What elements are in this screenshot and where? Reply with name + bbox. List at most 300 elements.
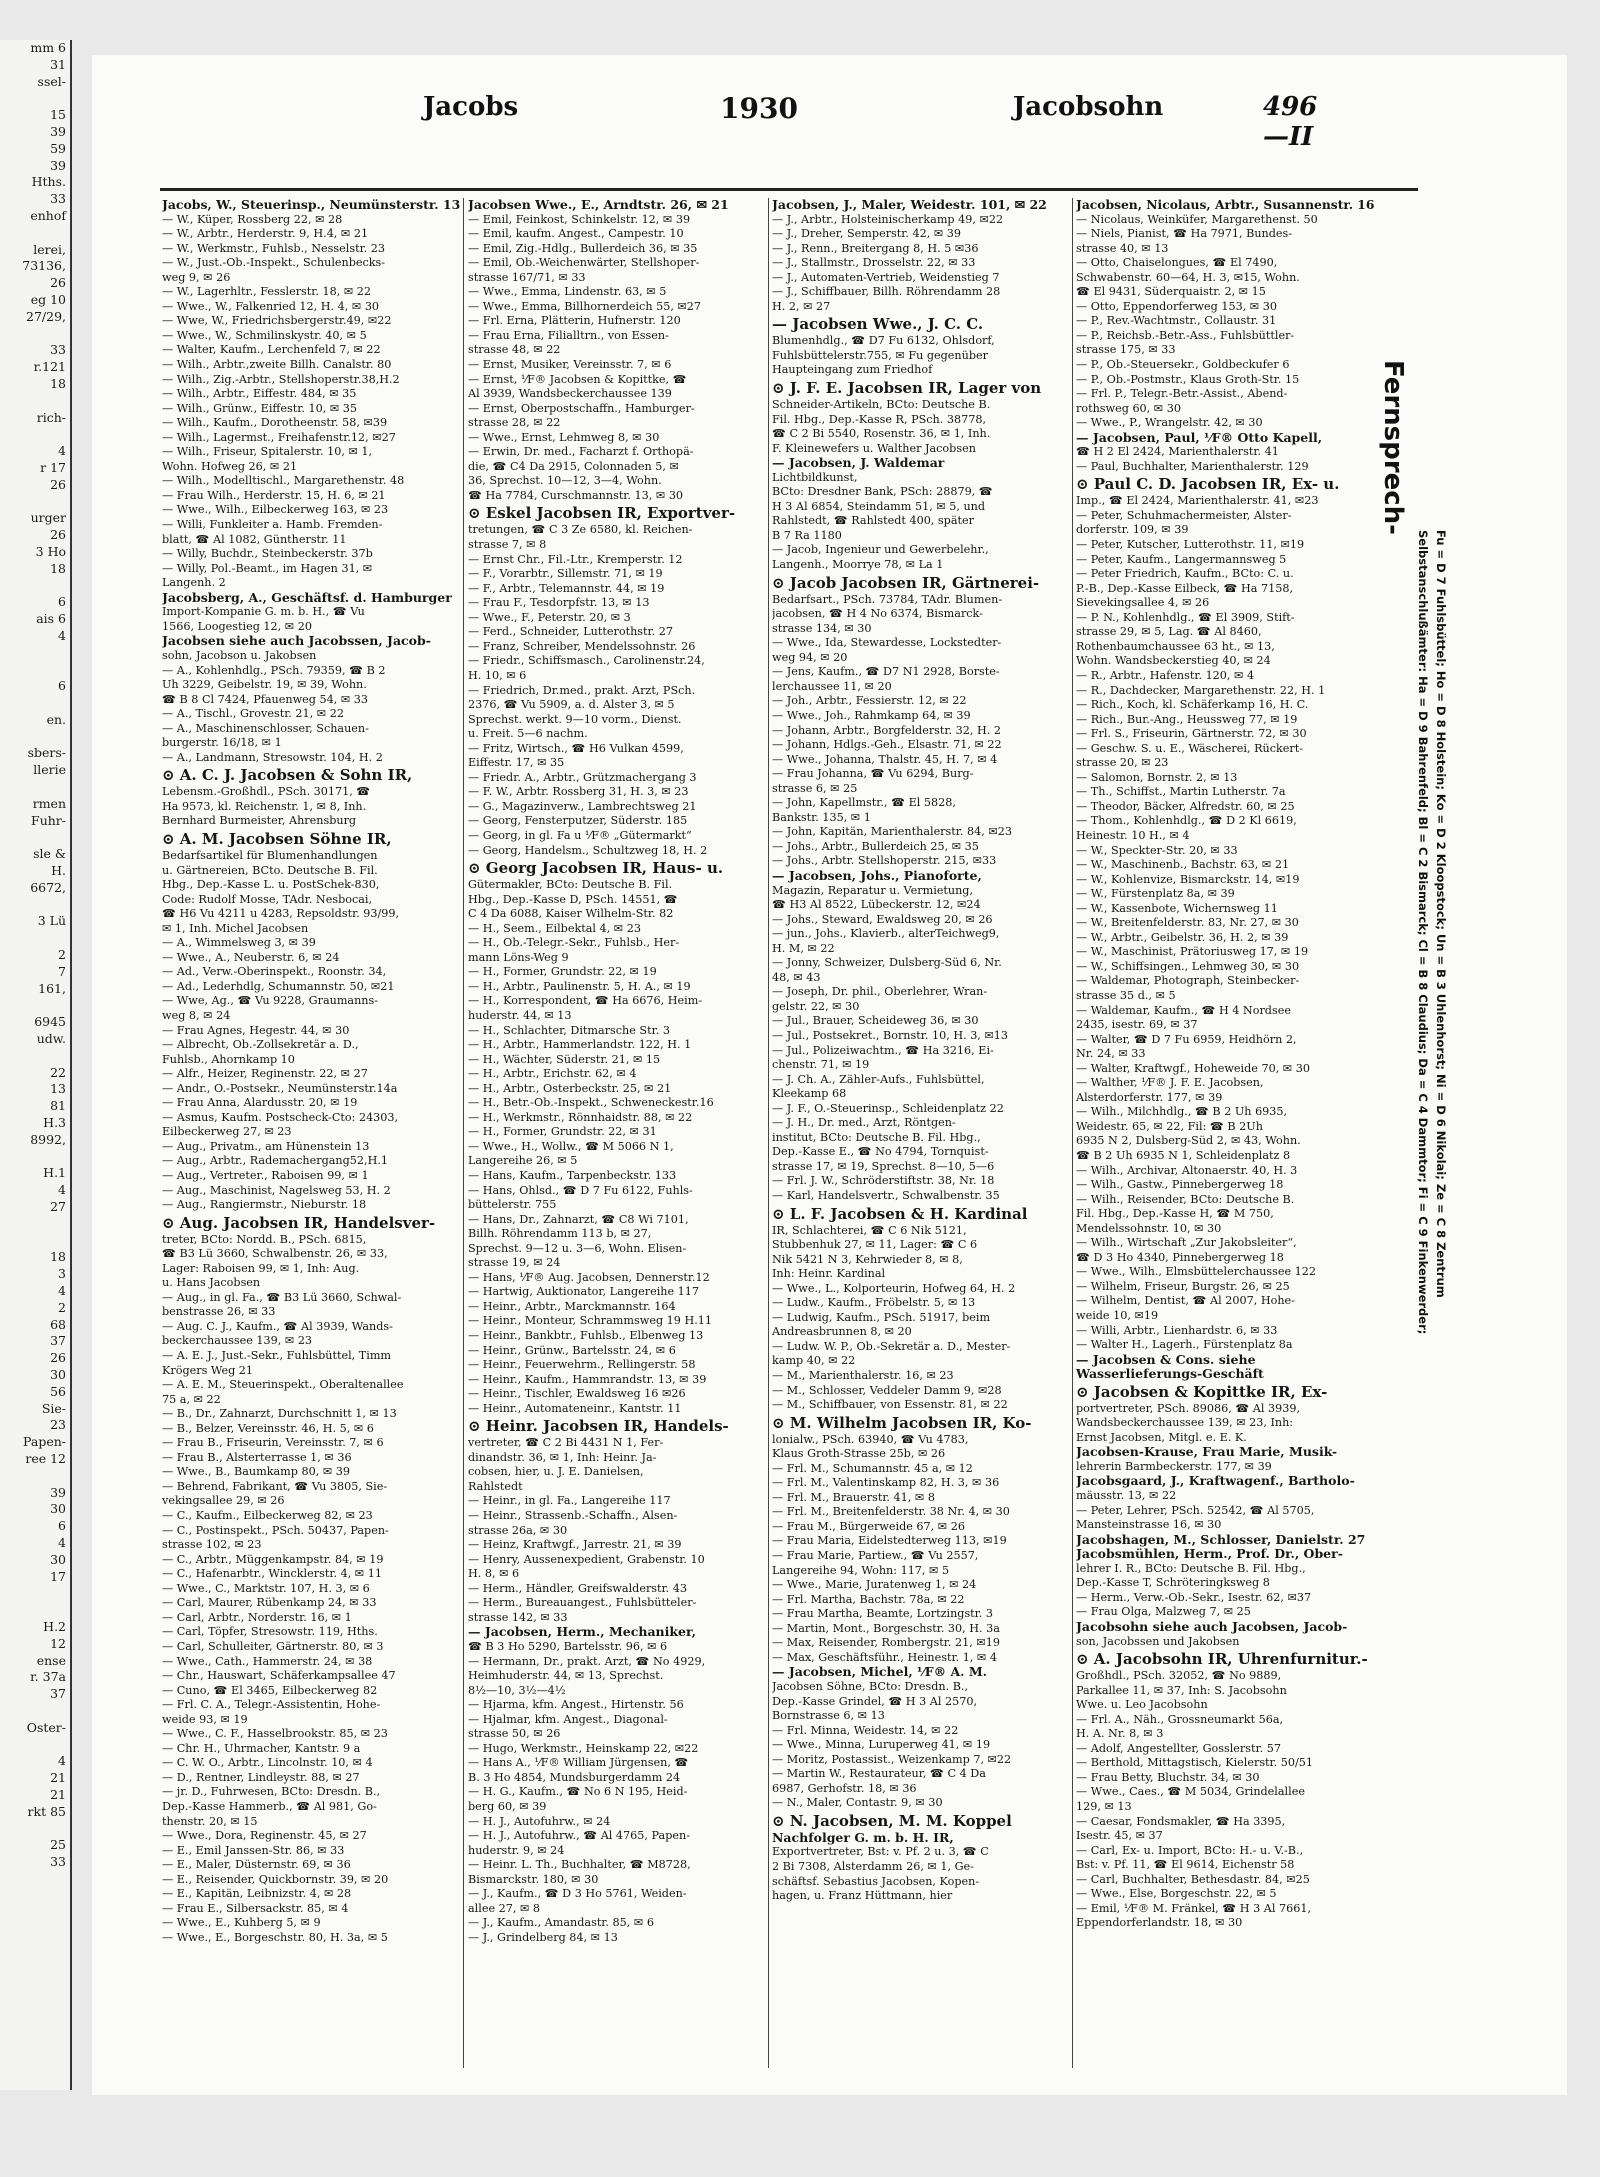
facing-page-fragment: r.121: [33, 359, 66, 375]
facing-page-fragment: H.1: [43, 1165, 66, 1181]
directory-entry: — Rich., Koch, kl. Schäferkamp 16, H. C.: [1076, 698, 1309, 712]
directory-entry: — Heinr., Bankbtr., Fuhlsb., Elbenweg 13: [468, 1329, 704, 1343]
directory-entry: — W., Speckter-Str. 20, ✉ 33: [1076, 843, 1238, 857]
directory-entry: — Wwe., F., Peterstr. 20, ✉ 3: [468, 610, 631, 624]
directory-entry: — Wilh., Arbtr., Eiffestr. 484, ✉ 35: [162, 387, 357, 401]
facing-page-fragment: 33: [50, 1854, 66, 1870]
directory-entry: — Frl. Erna, Plätterin, Hufnerstr. 120: [468, 314, 681, 328]
directory-entry: — Joseph, Dr. phil., Oberlehrer, Wran-: [772, 985, 988, 999]
directory-entry: — Peter, Kaufm., Langermannsweg 5: [1076, 552, 1287, 566]
directory-entry: — Wilh., Modelltischl., Margarethenstr. 48: [162, 474, 405, 488]
directory-entry: — W., Schiffsingen., Lehmweg 30, ✉ 30: [1076, 959, 1300, 973]
directory-entry: chenstr. 71, ✉ 19: [772, 1058, 870, 1072]
directory-entry: — Wwe., C., Marktstr. 107, H. 3, ✉ 6: [162, 1581, 370, 1595]
directory-entry: — E., Maler, Düsternstr. 69, ✉ 36: [162, 1858, 351, 1872]
directory-entry: 48, ✉ 43: [772, 970, 821, 984]
directory-entry: Alsterdorferstr. 177, ✉ 39: [1076, 1090, 1223, 1104]
facing-page-fragment: 26: [50, 476, 66, 492]
directory-entry: ⊙ J. F. E. Jacobsen IR, Lager von: [772, 379, 1042, 398]
directory-entry: Nachfolger G. m. b. H. IR,: [772, 1829, 954, 1845]
directory-entry: — R., Arbtr., Hafenstr. 120, ✉ 4: [1076, 668, 1255, 682]
directory-entry: — Heinr., in gl. Fa., Langereihe 117: [468, 1494, 671, 1508]
margin-legend-line-1: Selbstanschlußämter: Ha = D 9 Bahrenfeld; Bl = C 2 Bismarck; Cl = B 8 Claudius; Da = C 4 Dammtor; Fi = C 9 Finkenwerder;: [1416, 530, 1430, 1335]
directory-entry: — Frau Olga, Malzweg 7, ✉ 25: [1076, 1605, 1251, 1619]
directory-entry: — Frl. M., Valentinskamp 82, H. 3, ✉ 36: [772, 1476, 1000, 1490]
facing-page-fragment: 18: [50, 1249, 66, 1265]
directory-entry: Fuhlsb., Ahornkamp 10: [162, 1052, 295, 1066]
directory-entry: ☎ B 3 Ho 5290, Bartelsstr. 96, ✉ 6: [468, 1639, 668, 1653]
directory-entry: Jacobsmühlen, Herm., Prof. Dr., Ober-: [1076, 1546, 1343, 1562]
facing-page-fragment: [0, 930, 66, 947]
directory-entry: — jun., Johs., Klavierb., alterTeichweg9,: [772, 927, 1000, 941]
directory-entry: — A., Maschinenschlosser, Schauen-: [162, 721, 369, 735]
directory-entry: — W., Fürstenplatz 8a, ✉ 39: [1076, 887, 1235, 901]
directory-entry: kamp 40, ✉ 22: [772, 1354, 856, 1368]
directory-entry: — Wwe., L., Kolporteurin, Hofweg 64, H. 2: [772, 1281, 1016, 1295]
directory-entry: — Caesar, Fondsmakler, ☎ Ha 3395,: [1076, 1814, 1286, 1828]
directory-entry: — G., Magazinverw., Lambrechtsweg 21: [468, 799, 697, 813]
directory-entry: — Frau B., Friseurin, Vereinsstr. 7, ✉ 6: [162, 1436, 384, 1450]
facing-page-fragment: [0, 645, 66, 662]
directory-entry: — Wilh., Zig.-Arbtr., Stellshoperstr.38,H.2: [162, 372, 400, 386]
directory-entry: — Carl, Schulleiter, Gärtnerstr. 80, ✉ 3: [162, 1639, 384, 1653]
directory-entry: — Hans, Ohlsd., ☎ D 7 Fu 6122, Fuhls-: [468, 1183, 693, 1197]
facing-page-fragment: [0, 1585, 66, 1602]
directory-entry: u. Gärtnereien, BCto. Deutsche B. Fil.: [162, 863, 378, 877]
facing-page-fragment: [0, 897, 66, 914]
directory-entry: — H., Wächter, Süderstr. 21, ✉ 15: [468, 1052, 661, 1066]
directory-entry: Klaus Groth-Strasse 25b, ✉ 26: [772, 1447, 946, 1461]
directory-entry: beckerchaussee 139, ✉ 23: [162, 1334, 313, 1348]
directory-entry: 8½—10, 3½—4½: [468, 1683, 566, 1697]
directory-entry: — Frl. P., Telegr.-Betr.-Assist., Abend-: [1076, 387, 1288, 401]
directory-entry: Lichtbildkunst,: [772, 470, 858, 484]
directory-entry: u. Freit. 5—6 nachm.: [468, 727, 588, 741]
directory-entry: ✉ 1, Inh. Michel Jacobsen: [162, 921, 309, 935]
directory-entry: — Frau Betty, Bluchstr. 34, ✉ 30: [1076, 1770, 1260, 1784]
directory-entry: — Jacobsen Wwe., J. C. C.: [772, 315, 984, 334]
directory-entry: — H. J., Autofuhrw., ✉ 24: [468, 1814, 611, 1828]
directory-entry: — Wwe., Else, Borgeschstr. 22, ✉ 5: [1076, 1887, 1277, 1901]
directory-entry: — W., Kassenbote, Wichernsweg 11: [1076, 901, 1278, 915]
column-divider: [768, 198, 769, 2068]
directory-entry: — J. H., Dr. med., Arzt, Röntgen-: [772, 1116, 956, 1130]
directory-entry: — H., Arbtr., Paulinenstr. 5, H. A., ✉ 19: [468, 979, 691, 993]
directory-entry: treter, BCto: Nordd. B., PSch. 6815,: [162, 1232, 367, 1246]
directory-entry: strasse 6, ✉ 25: [772, 781, 858, 795]
directory-entry: lerchaussee 11, ✉ 20: [772, 679, 892, 693]
facing-page-fragment: Papen-: [23, 1434, 66, 1450]
directory-entry: huderstr. 9, ✉ 24: [468, 1843, 565, 1857]
directory-entry: — Frau M., Bürgerweide 67, ✉ 26: [772, 1519, 965, 1533]
directory-entry: — C., Kaufm., Eilbeckerweg 82, ✉ 23: [162, 1509, 373, 1523]
directory-entry: hagen, u. Franz Hüttmann, hier: [772, 1889, 953, 1903]
facing-page-fragment: en.: [46, 711, 66, 727]
directory-entry: — M., Schiffbauer, von Essenstr. 81, ✉ 22: [772, 1398, 1008, 1412]
directory-entry: ⊙ Georg Jacobsen IR, Haus- u.: [468, 859, 724, 878]
directory-entry: — Andr., O.-Postsekr., Neumünsterstr.14a: [162, 1081, 398, 1095]
directory-entry: Bernhard Burmeister, Ahrensburg: [162, 814, 357, 828]
directory-entry: Lebensm.-Großhdl., PSch. 30171, ☎: [162, 785, 371, 799]
directory-entry: — A., Kohlenhdlg., PSch. 79359, ☎ B 2: [162, 663, 386, 677]
directory-entry: — H., Former, Grundstr. 22, ✉ 19: [468, 965, 657, 979]
directory-entry: — W., Arbtr., Herderstr. 9, H.4, ✉ 21: [162, 227, 369, 241]
directory-entry: ⊙ M. Wilhelm Jacobsen IR, Ko-: [772, 1413, 1032, 1432]
directory-entry: — W., Kohlenvize, Bismarckstr. 14, ✉19: [1076, 872, 1300, 886]
directory-entry: Nik 5421 N 3, Kehrwieder 8, ✉ 8,: [772, 1252, 963, 1266]
directory-entry: — F., Vorarbtr., Sillemstr. 71, ✉ 19: [468, 567, 663, 581]
directory-entry: — B., Belzer, Vereinsstr. 46, H. 5, ✉ 6: [162, 1421, 374, 1435]
directory-entry: Import-Kompanie G. m. b. H., ☎ Vu: [162, 605, 365, 619]
directory-entry: burgerstr. 16/18, ✉ 1: [162, 736, 282, 750]
directory-entry: — E., Emil Janssen-Str. 86, ✉ 33: [162, 1843, 345, 1857]
directory-entry: — Niels, Pianist, ☎ Ha 7971, Bundes-: [1076, 227, 1293, 241]
directory-entry: — Walther, ⅟F® J. F. E. Jacobsen,: [1076, 1076, 1264, 1090]
facing-page-fragment: 4: [58, 1534, 66, 1550]
directory-entry: Jacobsen, Nicolaus, Arbtr., Susannenstr. 16: [1076, 198, 1374, 212]
directory-entry: — P., Ob.-Steuersekr., Goldbeckufer 6: [1076, 358, 1290, 372]
directory-entry: schäftsf. Sebastius Jacobsen, Kopen-: [772, 1874, 980, 1888]
facing-page-fragment: lerei,: [33, 241, 66, 257]
facing-page-fragment: [0, 1216, 66, 1233]
directory-entry: — F. W., Arbtr. Rossberg 31, H. 3, ✉ 23: [468, 785, 689, 799]
directory-entry: Jacobsen Wwe., E., Arndtstr. 26, ✉ 21: [468, 198, 729, 212]
directory-entry: — Jacobsen, Paul, ⅟F® Otto Kapell,: [1076, 429, 1323, 445]
facing-page-fragment: Fuhr-: [31, 812, 66, 828]
directory-entry: — B., Dr., Zahnarzt, Durchschnitt 1, ✉ 13: [162, 1407, 397, 1421]
directory-entry: 2435, isestr. 69, ✉ 37: [1076, 1018, 1198, 1032]
facing-page-fragment: 17: [50, 1568, 66, 1584]
directory-entry: ⊙ L. F. Jacobsen & H. Kardinal: [772, 1204, 1028, 1223]
directory-entry: — Frau E., Silbersackstr. 85, ✉ 4: [162, 1901, 349, 1915]
directory-entry: ⊙ N. Jacobsen, M. M. Koppel: [772, 1811, 1012, 1830]
directory-entry: — Frau F., Tesdorpfstr. 13, ✉ 13: [468, 596, 650, 610]
directory-entry: — Wwe., W., Falkenried 12, H. 4, ✉ 30: [162, 299, 380, 313]
margin-legend-line-2: Fu = D 7 Fuhlsbüttel; Ho = D 8 Holstein; Ko = D 2 Kloopstock; Un = B 3 Uhlenhorst; Ni = D 6 Nikolai; Ze = C 8 Zentrum: [1434, 530, 1448, 1298]
facing-page-fragment: 2: [58, 947, 66, 963]
directory-entry: — Chr., Hauswart, Schäferkampsallee 47: [162, 1669, 396, 1683]
facing-page-fragment: Sie-: [41, 1400, 66, 1416]
directory-entry: — Ferd., Schneider, Lutterothstr. 27: [468, 625, 673, 639]
directory-entry: — Aug., Arbtr., Rademachergang52,H.1: [162, 1154, 388, 1168]
directory-entry: son, Jacobssen und Jakobsen: [1076, 1634, 1240, 1648]
facing-page-fragment: 3 Lü: [37, 913, 66, 929]
facing-page-fragment: 7: [58, 963, 66, 979]
directory-entry: ⊙ Jacobsen & Kopittke IR, Ex-: [1076, 1382, 1328, 1401]
directory-entry: — J. Ch. A., Zähler-Aufs., Fuhlsbüttel,: [772, 1072, 985, 1086]
facing-page-fragment: 6: [58, 594, 66, 610]
directory-entry: — J., Dreher, Semperstr. 42, ✉ 39: [772, 227, 962, 241]
facing-page-fragment: [0, 1149, 66, 1166]
directory-entry: strasse 7, ✉ 8: [468, 538, 547, 552]
directory-entry: Fil. Hbg., Dep.-Kasse H, ☎ M 750,: [1076, 1207, 1274, 1221]
directory-entry: — Jul., Postsekret., Bornstr. 10, H. 3, ✉13: [772, 1028, 1009, 1042]
directory-entry: — J., Stallmstr., Drosselstr. 22, ✉ 33: [772, 256, 976, 270]
directory-entry: — Walter, Kaufm., Lerchenfeld 7, ✉ 22: [162, 343, 381, 357]
directory-entry: Bornstrasse 6, ✉ 13: [772, 1709, 885, 1723]
directory-entry: Ernst Jacobsen, Mitgl. e. E. K.: [1076, 1430, 1247, 1444]
directory-entry: — Walter, Kraftwgf., Hoheweide 70, ✉ 30: [1076, 1061, 1310, 1075]
directory-entry: 6987, Gerhofstr. 18, ✉ 36: [772, 1781, 917, 1795]
directory-entry: Jacobsen Söhne, BCto: Dresdn. B.,: [772, 1679, 969, 1693]
directory-entry: vekingsallee 29, ✉ 26: [162, 1494, 285, 1508]
facing-page-fragment: [0, 729, 66, 746]
directory-entry: — Ernst, Oberpostschaffn., Hamburger-: [468, 401, 695, 415]
directory-entry: — Frl. M., Schumannstr. 45 a, ✉ 12: [772, 1461, 973, 1475]
facing-page-fragment: 26: [50, 1350, 66, 1366]
directory-entry: — Wwe., E., Borgeschstr. 80, H. 3a, ✉ 5: [162, 1930, 388, 1944]
facing-page-fragment: rich-: [36, 409, 66, 425]
directory-entry: Ha 9573, kl. Reichenstr. 1, ✉ 8, Inh.: [162, 799, 367, 813]
facing-page-fragment: 33: [50, 191, 66, 207]
directory-entry: 2 Bi 7308, Alsterdamm 26, ✉ 1, Ge-: [772, 1859, 974, 1873]
directory-entry: — Willy, Buchdr., Steinbeckerstr. 37b: [162, 547, 373, 561]
directory-entry: 36, Sprechst. 10—12, 3—4, Wohn.: [468, 474, 662, 488]
directory-entry: weide 93, ✉ 19: [162, 1712, 248, 1726]
facing-page-fragment: 39: [50, 1484, 66, 1500]
directory-entry: — W., Arbtr., Geibelstr. 36, H. 2, ✉ 39: [1076, 930, 1289, 944]
facing-page-fragment: [0, 1602, 66, 1619]
margin-heading: Fernsprech-: [1378, 360, 1408, 535]
directory-entry: 2376, ☎ Vu 5909, a. d. Alster 3, ✉ 5: [468, 698, 675, 712]
directory-entry: — Frl. J. W., Schröderstiftstr. 38, Nr. 18: [772, 1174, 995, 1188]
column-3: [772, 198, 1070, 2068]
directory-entry: — Otto, Eppendorferweg 153, ✉ 30: [1076, 299, 1277, 313]
directory-entry: Sprechst. werkt. 9—10 vorm., Dienst.: [468, 712, 682, 726]
directory-entry: Heimhuderstr. 44, ✉ 13, Sprechst.: [468, 1669, 664, 1683]
facing-page-fragment: rmen: [32, 795, 66, 811]
facing-page-edge: [0, 40, 72, 2090]
directory-entry: strasse 167/71, ✉ 33: [468, 270, 586, 284]
directory-entry: F. Kleinewefers u. Walther Jacobsen: [772, 441, 976, 455]
directory-entry: Langereihe 94, Wohn: 117, ✉ 5: [772, 1563, 950, 1577]
facing-page-fragment: 6: [58, 678, 66, 694]
directory-entry: — Willy, Pol.-Beamt., im Hagen 31, ✉: [162, 561, 373, 575]
directory-entry: — Johann, Hdlgs.-Geh., Elsastr. 71, ✉ 22: [772, 738, 1002, 752]
facing-page-fragment: 30: [50, 1501, 66, 1517]
directory-entry: — Joh., Arbtr., Fessierstr. 12, ✉ 22: [772, 694, 967, 708]
directory-entry: Jacobsen siehe auch Jacobssen, Jacob-: [162, 633, 431, 649]
facing-page-fragment: [0, 393, 66, 410]
directory-entry: ☎ El 9431, Süderquaistr. 2, ✉ 15: [1076, 285, 1266, 299]
directory-entry: lonialw., PSch. 63940, ☎ Vu 4783,: [772, 1432, 969, 1446]
directory-entry: — P. N., Kohlenhdlg., ☎ El 3909, Stift-: [1076, 610, 1295, 624]
directory-entry: — Jacob, Ingenieur und Gewerbelehr.,: [772, 543, 989, 557]
facing-page-fragment: ais 6: [36, 611, 66, 627]
directory-entry: — Behrend, Fabrikant, ☎ Vu 3805, Sie-: [162, 1479, 388, 1493]
directory-entry: ☎ D 3 Ho 4340, Pinnebergerweg 18: [1076, 1250, 1284, 1264]
directory-entry: Wasserlieferungs-Geschäft: [1076, 1366, 1264, 1382]
directory-entry: ☎ C 2 Bi 5540, Rosenstr. 36, ✉ 1, Inh.: [772, 427, 991, 441]
directory-entry: portvertreter, PSch. 89086, ☎ Al 3939,: [1076, 1401, 1301, 1415]
directory-entry: — Heinr., Arbtr., Marckmannstr. 164: [468, 1299, 676, 1313]
directory-entry: weg 8, ✉ 24: [162, 1008, 231, 1022]
directory-entry: — Waldemar, Photograph, Steinbecker-: [1076, 974, 1300, 988]
directory-entry: Fil. Hbg., Dep.-Kasse R, PSch. 38778,: [772, 412, 987, 426]
directory-entry: Jacobsen, J., Maler, Weidestr. 101, ✉ 22: [772, 198, 1047, 212]
directory-entry: — Wwe., C. F., Hasselbrookstr. 85, ✉ 23: [162, 1727, 388, 1741]
directory-entry: — Peter, Kutscher, Lutterothstr. 11, ✉19: [1076, 538, 1305, 552]
directory-entry: — Jacobsen, Michel, ⅟F® A. M.: [772, 1664, 988, 1680]
directory-entry: jacobsen, ☎ H 4 No 6374, Bismarck-: [772, 607, 983, 621]
directory-entry: — P., Rev.-Wachtmstr., Collaustr. 31: [1076, 314, 1277, 328]
directory-entry: Eppendorferlandstr. 18, ✉ 30: [1076, 1916, 1243, 1930]
directory-entry: — H., Korrespondent, ☎ Ha 6676, Heim-: [468, 994, 703, 1008]
directory-entry: mann Löns-Weg 9: [468, 950, 569, 964]
directory-entry: — D., Rentner, Lindleystr. 88, ✉ 27: [162, 1770, 360, 1784]
directory-entry: — Wilh., Reisender, BCto: Deutsche B.: [1076, 1192, 1295, 1206]
directory-entry: — Hans, Kaufm., Tarpenbeckstr. 133: [468, 1169, 677, 1182]
directory-entry: — Georg, Fensterputzer, Süderstr. 185: [468, 814, 688, 828]
directory-entry: Imp., ☎ El 2424, Marienthalerstr. 41, ✉23: [1076, 494, 1319, 508]
directory-entry: Jacobsberg, A., Geschäftsf. d. Hamburger: [162, 589, 452, 605]
directory-entry: Schneider-Artikeln, BCto: Deutsche B.: [772, 398, 991, 412]
facing-page-fragment: 21: [50, 1786, 66, 1802]
directory-entry: — E., Reisender, Quickbornstr. 39, ✉ 20: [162, 1872, 389, 1886]
directory-entry: — Heinr., Kaufm., Hammrandstr. 13, ✉ 39: [468, 1372, 707, 1386]
directory-entry: vertreter, ☎ C 2 Bi 4431 N 1, Fer-: [468, 1436, 664, 1450]
directory-entry: — Emil, Zig.-Hdlg., Bullerdeich 36, ✉ 35: [468, 241, 698, 255]
directory-entry: Dep.-Kasse Grindel, ☎ H 3 Al 2570,: [772, 1694, 978, 1708]
directory-entry: — Hjalmar, kfm. Angest., Diagonal-: [468, 1712, 668, 1726]
directory-entry: Dep.-Kasse T, Schröteringksweg 8: [1076, 1576, 1270, 1590]
directory-entry: — Waldemar, Kaufm., ☎ H 4 Nordsee: [1076, 1003, 1291, 1017]
directory-entry: Schwabenstr. 60—64, H. 3, ✉15, Wohn.: [1076, 270, 1300, 284]
directory-entry: strasse 102, ✉ 23: [162, 1538, 262, 1552]
directory-entry: — Frau B., Alsterterrasse 1, ✉ 36: [162, 1450, 352, 1464]
directory-entry: Jacobshagen, M., Schlosser, Danielstr. 27: [1076, 1531, 1366, 1547]
facing-page-fragment: 26: [50, 275, 66, 291]
directory-entry: — Peter, Lehrer, PSch. 52542, ☎ Al 5705,: [1076, 1503, 1315, 1517]
directory-entry: — N., Maler, Contastr. 9, ✉ 30: [772, 1796, 943, 1810]
directory-entry: — Wwe., Minna, Luruperweg 41, ✉ 19: [772, 1738, 991, 1752]
directory-entry: Al 3939, Wandsbeckerchaussee 139: [468, 387, 672, 401]
directory-entry: — Moritz, Postassist., Weizenkamp 7, ✉22: [772, 1752, 1012, 1766]
directory-entry: H. 10, ✉ 6: [468, 668, 527, 682]
directory-entry: 129, ✉ 13: [1076, 1799, 1132, 1813]
directory-entry: — H., Former, Grundstr. 22, ✉ 31: [468, 1125, 657, 1139]
facing-page-fragment: 39: [50, 123, 66, 139]
directory-entry: BCto: Dresdner Bank, PSch: 28879, ☎: [772, 485, 993, 499]
directory-entry: Langereihe 26, ✉ 5: [468, 1154, 578, 1168]
directory-entry: — Jens, Kaufm., ☎ D7 N1 2928, Borste-: [772, 665, 1000, 679]
directory-entry: — A., Wimmelsweg 3, ✉ 39: [162, 936, 316, 950]
directory-entry: benstrasse 26, ✉ 33: [162, 1305, 276, 1319]
directory-entry: Langenh. 2: [162, 576, 226, 590]
facing-page-fragment: 6672,: [30, 879, 66, 895]
directory-entry: — Wilh., Gastw., Pinnebergerweg 18: [1076, 1178, 1284, 1192]
directory-entry: ⊙ A. C. J. Jacobsen & Sohn IR,: [162, 766, 413, 785]
facing-page-fragment: [0, 695, 66, 712]
facing-page-fragment: 31: [50, 56, 66, 72]
directory-entry: Kleekamp 68: [772, 1087, 847, 1101]
directory-entry: — Friedrich, Dr.med., prakt. Arzt, PSch.: [468, 683, 696, 697]
directory-entry: — Asmus, Kaufm. Postscheck-Cto: 24303,: [162, 1110, 399, 1124]
directory-entry: — Emil, ⅟F® M. Fränkel, ☎ H 3 Al 7661,: [1076, 1901, 1312, 1915]
facing-page-fragment: [0, 326, 66, 343]
directory-entry: Andreasbrunnen 8, ✉ 20: [772, 1325, 912, 1339]
directory-entry: — Hans, ⅟F® Aug. Jacobsen, Dennerstr.12: [468, 1270, 710, 1284]
directory-entry: — Wwe., Caes., ☎ M 5034, Grindelallee: [1076, 1785, 1305, 1799]
directory-entry: — Heinr., Grünw., Bartelsstr. 24, ✉ 6: [468, 1343, 676, 1357]
directory-entry: ⊙ Jacob Jacobsen IR, Gärtnerei-: [772, 573, 1040, 592]
directory-entry: Großhdl., PSch. 32052, ☎ No 9889,: [1076, 1669, 1282, 1683]
facing-page-fragment: [0, 779, 66, 796]
facing-page-fragment: 15: [50, 107, 66, 123]
directory-entry: Magazin, Reparatur u. Vermietung,: [772, 883, 974, 897]
facing-page-fragment: Hths.: [31, 174, 66, 190]
facing-page-fragment: 22: [50, 1064, 66, 1080]
directory-entry: — Wilhelm, Dentist, ☎ Al 2007, Hohe-: [1076, 1294, 1295, 1308]
directory-entry: — Wwe., P., Wrangelstr. 42, ✉ 30: [1076, 416, 1263, 430]
directory-entry: — A. E. J., Just.-Sekr., Fuhlsbüttel, Timm: [162, 1349, 392, 1363]
directory-entry: mäusstr. 13, ✉ 22: [1076, 1489, 1177, 1503]
directory-entry: — Ludw., Kaufm., Fröbelstr. 5, ✉ 13: [772, 1296, 976, 1310]
directory-entry: — Wilh., Lagermst., Freihafenstr.12, ✉27: [162, 430, 396, 444]
directory-entry: Bst: v. Pf. 11, ☎ El 9614, Eichenstr 58: [1076, 1858, 1295, 1872]
directory-entry: — Frl. Minna, Weidestr. 14, ✉ 22: [772, 1723, 959, 1737]
directory-entry: — Wwe., Johanna, Thalstr. 45, H. 7, ✉ 4: [772, 752, 998, 766]
header-year: 1930: [720, 92, 798, 125]
facing-page-fragment: 8992,: [30, 1131, 66, 1147]
facing-page-fragment: 6945: [34, 1014, 66, 1030]
directory-entry: — Ad., Verw.-Oberinspekt., Roonstr. 34,: [162, 965, 387, 979]
directory-entry: — Frl. C. A., Telegr.-Assistentin, Hohe-: [162, 1698, 381, 1712]
directory-entry: Haupteingang zum Friedhof: [772, 363, 933, 377]
directory-entry: — Wwe., Cath., Hammerstr. 24, ✉ 38: [162, 1654, 373, 1668]
directory-entry: H. A. Nr. 8, ✉ 3: [1076, 1727, 1164, 1741]
directory-entry: Wohn. Wandsbeckerstieg 40, ✉ 24: [1076, 654, 1271, 668]
directory-entry: Krögers Weg 21: [162, 1363, 254, 1377]
directory-entry: — Jacobsen, Johs., Pianoforte,: [772, 867, 982, 883]
directory-entry: — Ernst, Musiker, Vereinsstr. 7, ✉ 6: [468, 358, 672, 372]
directory-entry: ☎ H3 Al 8522, Lübeckerstr. 12, ✉24: [772, 898, 981, 912]
directory-entry: — A., Landmann, Stresowstr. 104, H. 2: [162, 750, 383, 764]
directory-entry: ⊙ Heinr. Jacobsen IR, Handels-: [468, 1417, 729, 1436]
directory-entry: — C. W. O., Arbtr., Lincolnstr. 10, ✉ 4: [162, 1756, 373, 1770]
directory-entry: Uh 3229, Geibelstr. 19, ✉ 39, Wohn.: [162, 678, 367, 692]
directory-entry: — Carl, Töpfer, Stresowstr. 119, Hths.: [162, 1625, 378, 1639]
directory-entry: — Herm., Verw.-Ob.-Sekr., Isestr. 62, ✉37: [1076, 1590, 1312, 1604]
directory-entry: — Jacobsen, J. Waldemar: [772, 455, 945, 471]
facing-page-fragment: r 17: [40, 459, 66, 475]
directory-entry: — A. E. M., Steuerinspekt., Oberaltenallee: [162, 1378, 404, 1392]
directory-entry: ☎ H 2 El 2424, Marienthalerstr. 41: [1076, 445, 1279, 459]
facing-page-fragment: 81: [50, 1098, 66, 1114]
directory-entry: H. 8, ✉ 6: [468, 1567, 520, 1581]
directory-entry: — Wilhelm, Friseur, Burgstr. 26, ✉ 25: [1076, 1279, 1290, 1293]
directory-entry: — Berthold, Mittagstisch, Kielerstr. 50/51: [1076, 1756, 1314, 1770]
directory-entry: — Paul, Buchhalter, Marienthalerstr. 129: [1076, 459, 1309, 473]
directory-entry: Isestr. 45, ✉ 37: [1076, 1829, 1163, 1843]
facing-page-fragment: 4: [58, 1753, 66, 1769]
facing-page-fragment: 30: [50, 1366, 66, 1382]
facing-page-fragment: [0, 1048, 66, 1065]
directory-entry: strasse 20, ✉ 23: [1076, 756, 1169, 770]
directory-entry: Jacobsen-Krause, Frau Marie, Musik-: [1076, 1444, 1338, 1460]
directory-entry: — Herm., Händler, Greifswalderstr. 43: [468, 1581, 687, 1595]
directory-entry: Dep.-Kasse Hammerb., ☎ Al 981, Go-: [162, 1799, 377, 1813]
directory-entry: büttelerstr. 755: [468, 1198, 557, 1212]
directory-entry: weide 10, ✉19: [1076, 1309, 1159, 1323]
facing-page-fragment: sle &: [33, 846, 66, 862]
facing-page-fragment: [0, 1820, 66, 1837]
directory-entry: — P., Reichsb.-Betr.-Ass., Fuhlsbüttler-: [1076, 328, 1295, 342]
facing-page-fragment: [0, 494, 66, 511]
directory-entry: — H., Schlachter, Ditmarsche Str. 3: [468, 1023, 670, 1037]
directory-entry: — Carl, Ex- u. Import, BCto: H.- u. V.-B.,: [1076, 1843, 1304, 1857]
directory-entry: — Max, Geschäftsführ., Heinestr. 1, ✉ 4: [772, 1650, 997, 1664]
